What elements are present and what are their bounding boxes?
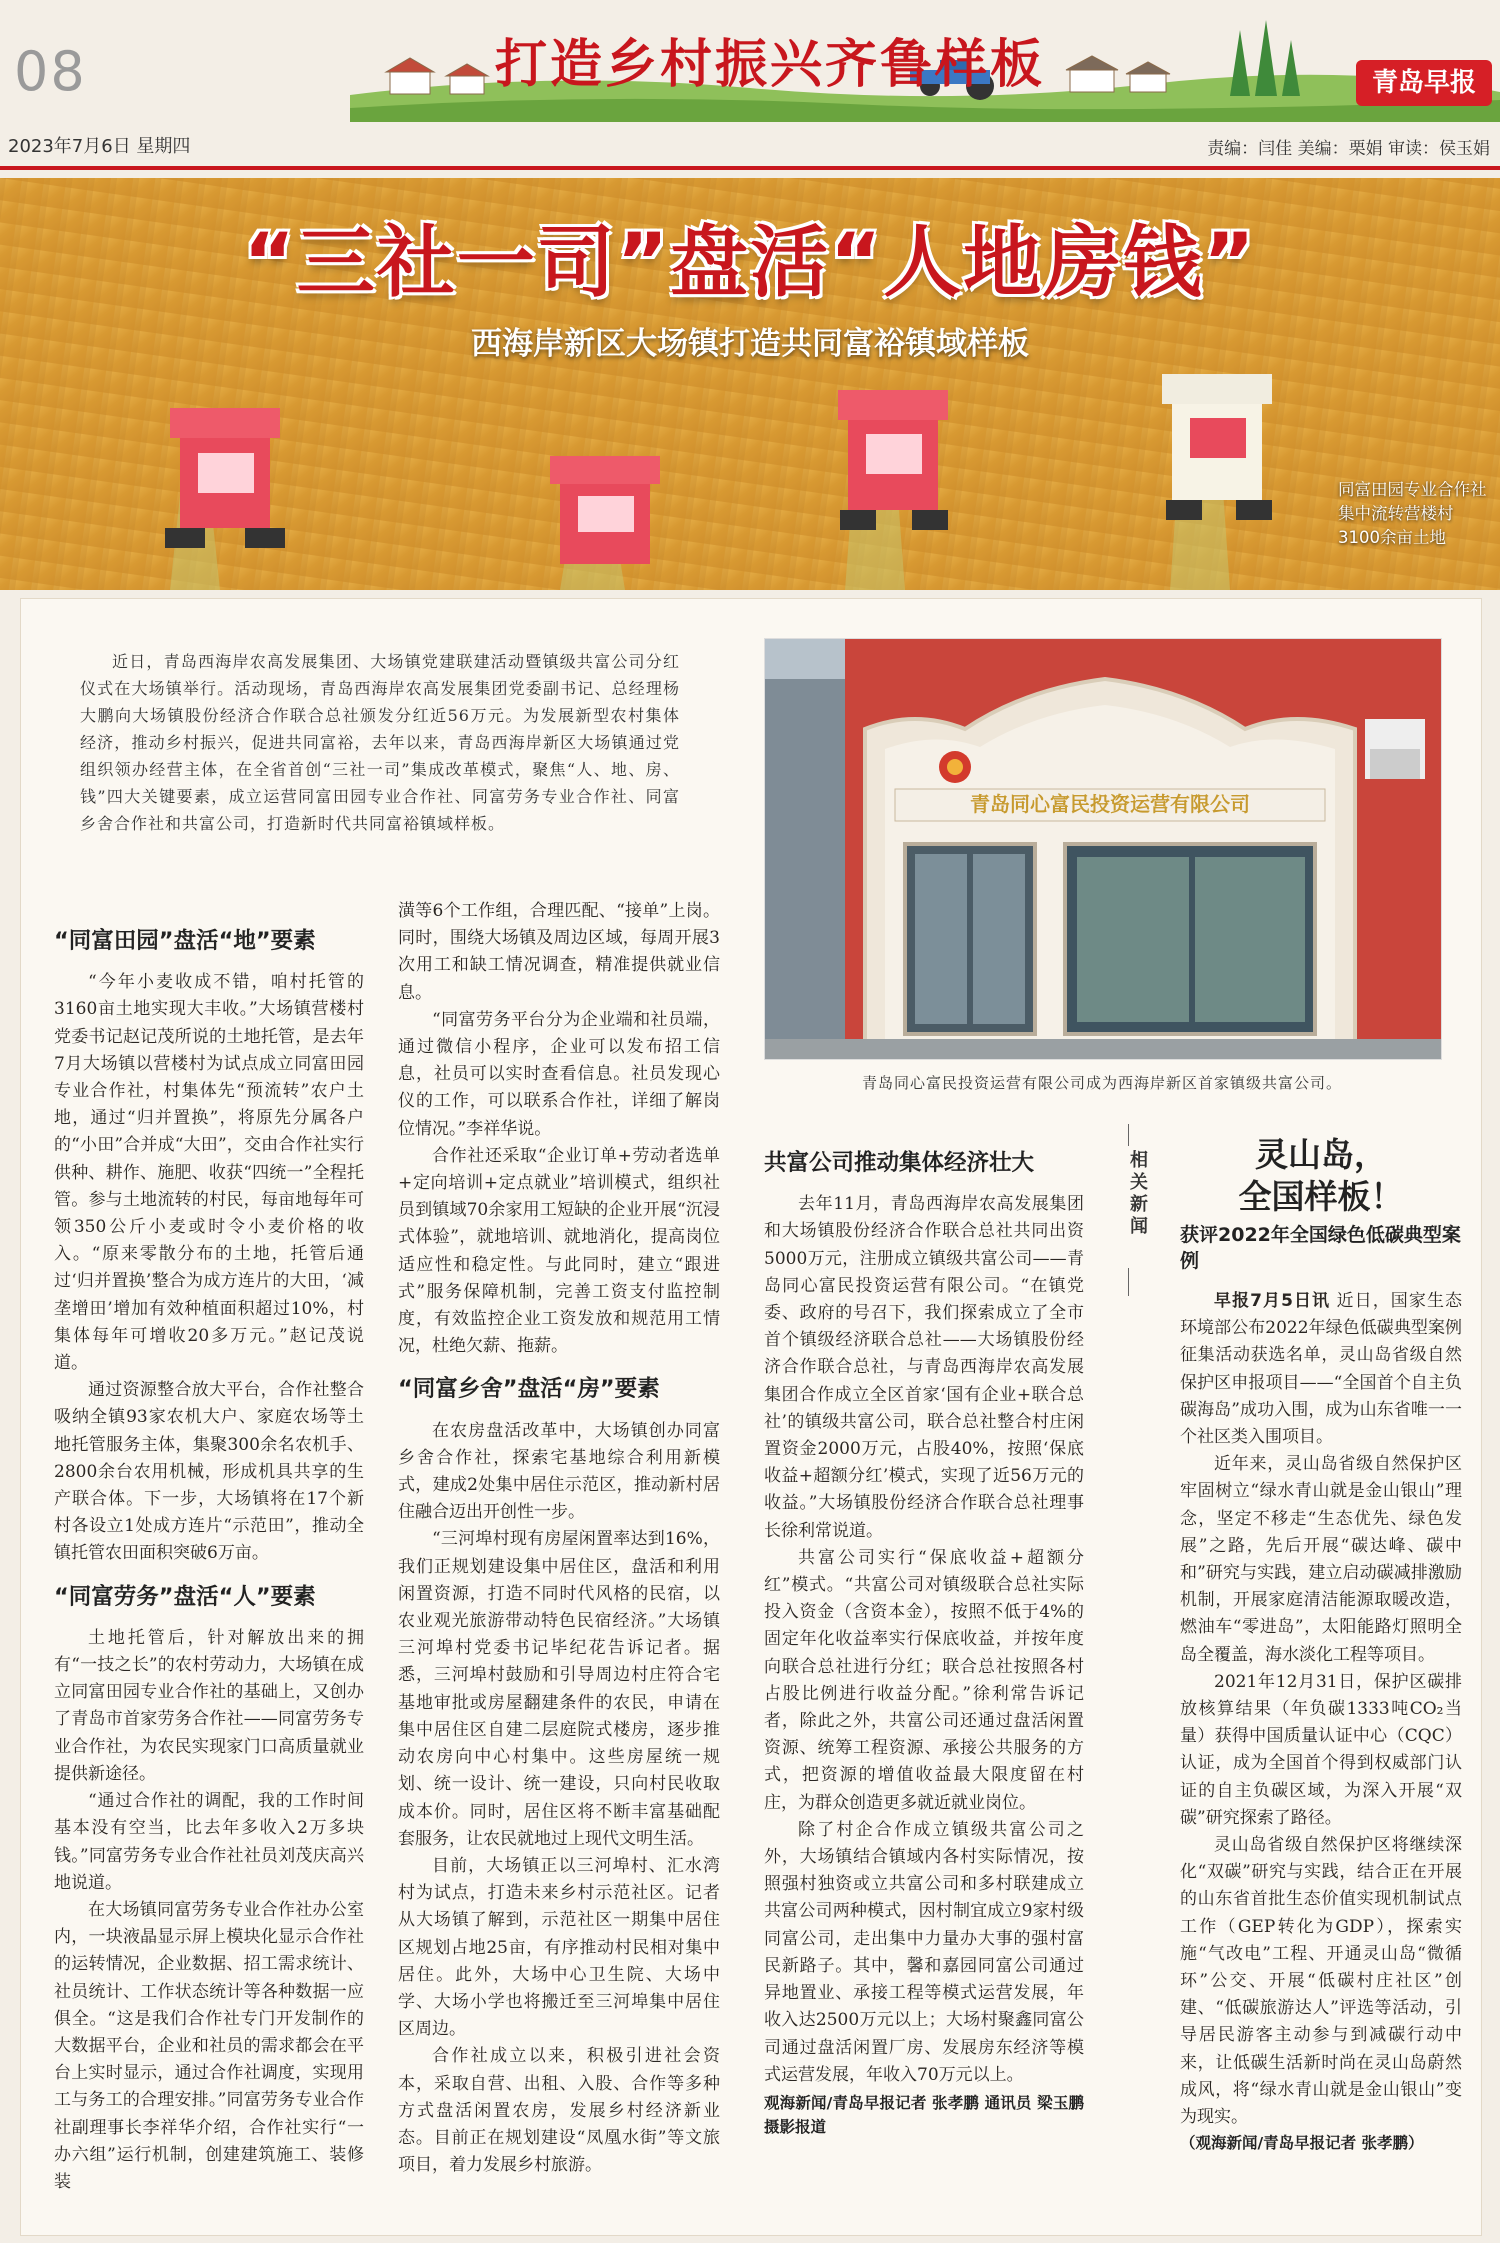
paragraph: 土地托管后，针对解放出来的拥有“一技之长”的农村劳动力，大场镇在成立同富田园专业合作社的基础上，又创办了青岛市首家劳务合作社——同富劳务专业合作社，为农民实现家门口高质量就业提供新途径。 bbox=[54, 1627, 364, 1784]
paragraph: 除了村企合作成立镇级共富公司之外，大场镇结合镇域内各村实际情况，按照强村独资或立共富公司和多村联建成立共富公司两种模式，因村制宜成立9家村级同富公司，走出集中力量办大事的强村富民新路子。其中，馨和嘉园同富公司通过异地置业、承接工程等模式运营发展，年收入达2500万元以上；大场村聚鑫同富公司通过盘活闲置厂房、发展房东经济等模式运营发展，年收入70万元以上。 bbox=[764, 1819, 1084, 2085]
paragraph: “今年小麦收成不错，咱村托管的3160亩土地实现大丰收。”大场镇营楼村党委书记赵记茂所说的土地托管，是去年7月大场镇以营楼村为试点成立同富田园专业合作社，村集体先“预流转”农户土地，通过“归并置换”，将原先分属各户的“小田”合并成“大田”，交由合作社实行供种、耕作、施肥、收获“四统一”全程托管。参与土地流转的村民，每亩地每年可领350公斤小麦或时令小麦价格的收入。“原来零散分布的土地，托管后通过‘归并置换’整合为成方连片的大田，‘减垄增田’增加有效种植面积超过10%，村集体每年可增收20多万元。”赵记茂说道。 bbox=[54, 972, 364, 1374]
paragraph: “三河埠村现有房屋闲置率达到16%，我们正规划建设集中居住区，盘活和利用闲置资源，打造不同时代风格的民宿，以农业观光旅游带动特色民宿经济。”大场镇三河埠村党委书记毕纪花告诉记者。据悉，三河埠村鼓励和引导周边村庄符合宅基地审批或房屋翻建条件的农民，申请在集中居住区自建二层庭院式楼房，逐步推动农房向中心村集中。这些房屋统一规划、统一设计、统一建设，只向村民收取成本价。同时，居住区将不断丰富基础配套服务，让农民就地过上现代文明生活。 bbox=[398, 1529, 720, 1849]
paragraph: 共富公司实行“保底收益+超额分红”模式。“共富公司对镇级联合总社实际投入资金（含资本金），按照不低于4%的固定年化收益率实行保底收益，并按年度向联合总社进行分红；联合总社按照各村占股比例进行收益分配。”徐利常告诉记者，除此之外，共富公司还通过盘活闲置资源、统筹工程资源、承接公共服务的方式，把资源的增值收益最大限度留在村庄，为群众创造更多就近就业岗位。 bbox=[764, 1547, 1084, 1813]
editor-credits: 责编：闫佳 美编：栗娟 审读：侯玉娟 bbox=[1207, 139, 1490, 159]
paragraph: 在大场镇同富劳务专业合作社办公室内，一块液晶显示屏上模块化显示合作社的运转情况，企业数据、招工需求统计、社员统计、工作状态统计等各种数据一应俱全。“这是我们合作社专门开发制作的大数据平台，企业和社员的需求都会在平台上实时显示，通过合作社调度，实现用工与务工的合理安排。”同富劳务专业合作社副理事长李祥华介绍，合作社实行“一办六组”运行机制，创建建筑施工、装修装 bbox=[54, 1899, 364, 2192]
section-heading-land: “同富田园”盘活“地”要素 bbox=[54, 928, 316, 954]
paragraph: 在农房盘活改革中，大场镇创办同富乡舍合作社，探索宅基地综合利用新模式，建成2处集中居住示范区，推动新村居住融合迈出开创性一步。 bbox=[398, 1420, 720, 1523]
paragraph: 近年来，灵山岛省级自然保护区牢固树立“绿水青山就是金山银山”理念，坚定不移走“生态优先、绿色发展”之路，先后开展“碳达峰、碳中和”研究与实践，建立启动碳减排激励机制，开展家庭清洁能源取暖改造，燃油车“零进岛”，太阳能路灯照明全岛全覆盖，海水淡化工程等项目。 bbox=[1180, 1454, 1462, 1665]
related-headline-line1: 灵山岛， bbox=[1255, 1135, 1387, 1174]
issue-date: 2023年7月6日 星期四 bbox=[8, 136, 191, 157]
lead-paragraph: 近日，青岛西海岸农高发展集团、大场镇党建联建活动暨镇级共富公司分红仪式在大场镇举行。活动现场，青岛西海岸农高发展集团党委副书记、总经理杨大鹏向大场镇股份经济合作联合总社颁发分红近56万元。为发展新型农村集体经济，推动乡村振兴，促进共同富裕，去年以来，青岛西海岸新区大场镇通过党组织领办经营主体，在全省首创“三社一司”集成改革模式，聚焦“人、地、房、钱”四大关键要素，成立运营同富田园专业合作社、同富劳务专业合作社、同富乡舍合作社和共富公司，打造新时代共同富裕镇域样板。 bbox=[80, 652, 680, 833]
section-heading-labor: “同富劳务”盘活“人”要素 bbox=[54, 1583, 316, 1610]
divider bbox=[1128, 1268, 1129, 1296]
divider bbox=[1128, 1124, 1129, 1146]
article-column-2 bbox=[398, 898, 720, 2179]
building-illustration bbox=[765, 639, 1441, 1059]
article-column-1 bbox=[54, 912, 364, 2196]
related-subheadline: 获评2022年全国绿色低碳典型案例 bbox=[1180, 1224, 1461, 1272]
related-headline bbox=[1180, 1134, 1462, 1218]
headline: “三社一司”盘活“人地房钱” bbox=[243, 218, 1257, 308]
section-heading-house: “同富乡舍”盘活“房”要素 bbox=[398, 1376, 660, 1403]
company-building-photo bbox=[764, 638, 1442, 1060]
paragraph: 近日，国家生态环境部公布2022年绿色低碳典型案例征集活动获选名单，灵山岛省级自然保护区申报项目——“全国首个自主负碳海岛”成功入围，成为山东省唯一一个社区类入围项目。 bbox=[1180, 1291, 1463, 1448]
sub-headline: 西海岸新区大场镇打造共同富裕镇域样板 bbox=[471, 326, 1029, 362]
paragraph: 2021年12月31日，保护区碳排放核算结果（年负碳1333吨CO₂当量）获得中国质量认证中心（CQC）认证，成为全国首个得到权威部门认证的自主负碳区域，为深入开展“双碳”研究探索了路径。 bbox=[1180, 1671, 1462, 1828]
paragraph: 潢等6个工作组，合理匹配、“接单”上岗。同时，围绕大场镇及周边区域，每周开展3次用工和缺工情况调查，精准提供就业信息。 bbox=[398, 901, 720, 1003]
company-sign-text: 青岛同心富民投资运营有限公司 bbox=[970, 792, 1250, 816]
paragraph: 去年11月，青岛西海岸农高发展集团和大场镇股份经济合作联合总社共同出资5000万元，注册成立镇级共富公司——青岛同心富民投资运营有限公司。“在镇党委、政府的号召下，我们探索成立了全市首个镇级经济联合总社——大场镇股份经济合作联合总社，与青岛西海岸农高发展集团合作成立全区首家‘国有企业+联合总社’的镇级共富公司，联合总社整合村庄闲置资金2000万元，占股40%，按照‘保底收益+超额分红’模式，实现了近56万元的收益。”大场镇股份经济合作联合总社理事长徐利常说道。 bbox=[764, 1194, 1084, 1541]
byline: （观海新闻/青岛早报记者 张孝鹏） bbox=[1180, 2134, 1424, 2153]
dateline: 早报7月5日讯 bbox=[1214, 1291, 1331, 1311]
photo-caption: 青岛同心富民投资运营有限公司成为西海岸新区首家镇级共富公司。 bbox=[861, 1074, 1342, 1092]
paragraph: 合作社还采取“企业订单+劳动者选单+定向培训+定点就业”培训模式，组织社员到镇域70余家用工短缺的企业开展“沉浸式体验”，就地培训、就地消化，提高岗位适应性和稳定性。与此同时，建立“跟进式”服务保障机制，完善工资支付监控制度，有效监控企业工资发放和规范用工情况，杜绝欠薪、拖薪。 bbox=[398, 1145, 720, 1357]
related-article-body bbox=[1180, 1288, 1462, 2155]
newspaper-logo: 青岛早报 bbox=[1356, 60, 1492, 106]
article-column-3 bbox=[764, 1150, 1084, 2139]
section-heading-company: 共富公司推动集体经济壮大 bbox=[764, 1150, 1035, 1176]
banner-title: 打造乡村振兴齐鲁样板 bbox=[494, 35, 1045, 95]
paragraph: “同富劳务平台分为企业端和社员端，通过微信小程序，企业可以发布招工信息，社员可以实时查看信息。社员发现心仪的工作，可以联系合作社，详细了解岗位情况。”李祥华说。 bbox=[398, 1009, 720, 1139]
related-headline-line2: 全国样板！ bbox=[1238, 1177, 1404, 1216]
byline: 观海新闻/青岛早报记者 张孝鹏 通讯员 梁玉鹏 摄影报道 bbox=[764, 2093, 1084, 2136]
paragraph: “通过合作社的调配，我的工作时间基本没有空当，比去年多收入2万多块钱。”同富劳务专业合作社社员刘茂庆高兴地说道。 bbox=[54, 1791, 364, 1893]
header-rule bbox=[0, 166, 1500, 170]
page-number: 08 bbox=[14, 40, 87, 103]
related-news-label: 相关新闻 bbox=[1127, 1150, 1148, 1238]
paragraph: 合作社成立以来，积极引进社会资本，采取自营、出租、入股、合作等多种方式盘活闲置农房，发展乡村经济新业态。目前正在规划建设“凤凰水街”等文旅项目，着力发展乡村旅游。 bbox=[398, 2046, 720, 2176]
hero-photo-caption: 同富田园专业合作社集中流转营楼村3100余亩土地 bbox=[1338, 480, 1487, 547]
paragraph: 灵山岛省级自然保护区将继续深化“双碳”研究与实践，结合正在开展的山东省首批生态价值实现机制试点工作（GEP转化为GDP），探索实施“气改电”工程、开通灵山岛“微循环”公交、开展“低碳村庄社区”创建、“低碳旅游达人”评选等活动，引导居民游客主动参与到减碳行动中来，让低碳生活新时尚在灵山岛蔚然成风，将“绿水青山就是金山银山”变为现实。 bbox=[1180, 1835, 1462, 2128]
paragraph: 目前，大场镇正以三河埠村、汇水湾村为试点，打造未来乡村示范社区。记者从大场镇了解到，示范社区一期集中居住区规划占地25亩，有序推动村民相对集中居住。此外，大场中心卫生院、大场中学、大场小学也将搬迁至三河埠集中居住区周边。 bbox=[398, 1855, 720, 2040]
paragraph: 通过资源整合放大平台，合作社整合吸纳全镇93家农机大户、家庭农场等土地托管服务主体，集聚300余名农机手、2800余台农用机械，形成机具共享的生产联合体。下一步，大场镇将在17个新村各设立1处成方连片“示范田”，推动全镇托管农田面积突破6万亩。 bbox=[54, 1380, 364, 1564]
